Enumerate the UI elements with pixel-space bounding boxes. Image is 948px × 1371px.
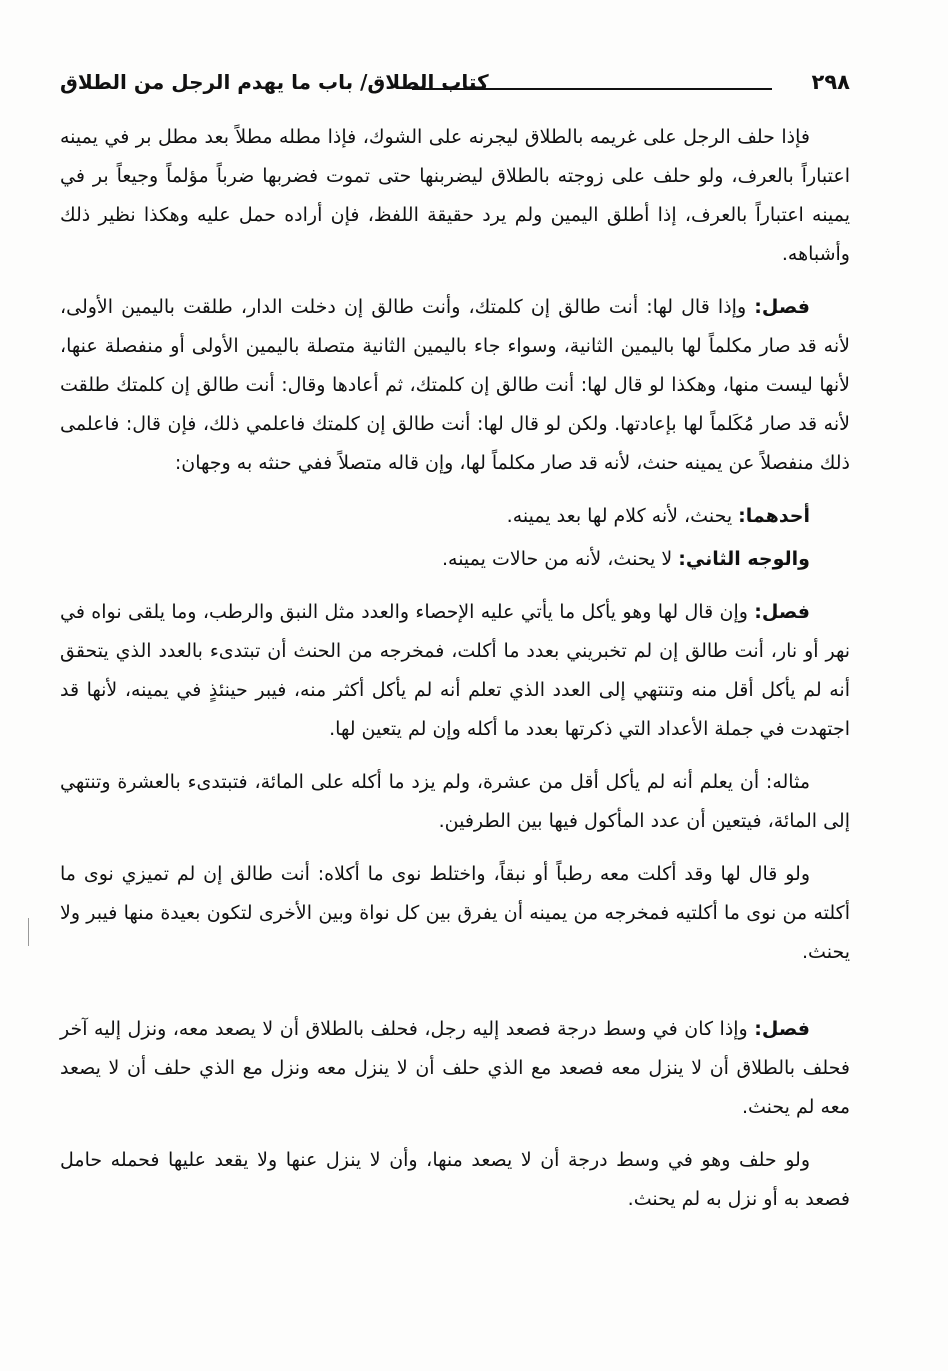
sub-item-lead: أحدهما: bbox=[738, 505, 810, 527]
section-gap bbox=[60, 986, 850, 1010]
sub-item bbox=[60, 497, 850, 536]
sub-item bbox=[60, 540, 850, 579]
margin-mark bbox=[28, 918, 29, 946]
sub-item-lead: والوجه الثاني: bbox=[678, 548, 810, 570]
paragraph-text: ولو قال لها وقد أكلت معه رطباً أو نبقاً، واختلط نوى ما أكلاه: أنت طالق إن لم تميزي نوى ما أكلته من نوى ما أكلتيه فمخرجه من يمينه أن يفرق بين كل نواة وبين الأخرى لتكون بعيدة منها فيبر ولا يحنث. bbox=[60, 863, 850, 963]
paragraph bbox=[60, 855, 850, 972]
paragraph-text: فإذا حلف الرجل على غريمه بالطلاق ليجرنه على الشوك، فإذا مطله مطلاً بعد مطل بر في يمينه اعتباراً بالعرف، ولو حلف على زوجته بالطلاق ليضربنها حتى تموت فضربها ضرباً مؤلماً وجيعاً بر في يمينه اعتباراً بالعرف، إذا أطلق اليمين ولم يرد حقيقة اللفظ، فإن أراده حمل عليه وهكذا نظير ذلك وأشباهه. bbox=[60, 126, 850, 265]
paragraph bbox=[60, 1010, 850, 1127]
paragraph-lead: فصل: bbox=[754, 296, 810, 318]
sub-item-text: لا يحنث، لأنه من حالات يمينه. bbox=[441, 548, 679, 570]
paragraph bbox=[60, 118, 850, 274]
paragraph-text: وإذا كان في وسط درجة فصعد إليه رجل، فحلف بالطلاق أن لا يصعد معه، ونزل إليه آخر فحلف بالطلاق أن لا ينزل معه فصعد مع الذي حلف أن لا ينزل معه ونزل مع الذي حلف أن لا يصعد معه لم يحنث. bbox=[60, 1018, 850, 1118]
paragraph-lead: فصل: bbox=[754, 601, 810, 623]
page-number: ٢٩٨ bbox=[811, 70, 850, 94]
paragraph-text: وإن قال لها وهو يأكل ما يأتي عليه الإحصاء والعدد مثل النبق والرطب، وما يلقى نواه في نهر أو نار، أنت طالق إن لم تخبريني بعدد ما أكلت، فمخرجه من الحنث أن تبتدىء بالعدد الذي يتحقق أنه لم يأكل أقل منه وتنتهي إلى العدد الذي تعلم أنه لم يأكل أكثر منه، فيبر حينئذٍ في يمينه، لأنها قد اجتهدت في جملة الأعداد التي ذكرتها بعدد ما أكله وإن لم يتعين لها. bbox=[60, 601, 850, 740]
sub-item-text: يحنث، لأنه كلام لها بعد يمينه. bbox=[506, 505, 739, 527]
body-text bbox=[60, 118, 850, 1233]
paragraph bbox=[60, 763, 850, 841]
paragraph bbox=[60, 1141, 850, 1219]
paragraph-text: مثاله: أن يعلم أنه لم يأكل أقل من عشرة، ولم يزد ما أكله على المائة، فتبتدىء بالعشرة وتنتهي إلى المائة، فيتعين أن عدد المأكول فيها بين الطرفين. bbox=[60, 771, 850, 832]
paragraph-lead: فصل: bbox=[754, 1018, 810, 1040]
page-header bbox=[60, 66, 850, 106]
paragraph bbox=[60, 593, 850, 749]
paragraph-text: وإذا قال لها: أنت طالق إن كلمتك، وأنت طالق إن دخلت الدار، طلقت باليمين الأولى، لأنه قد صار مكلماً لها باليمين الثانية، وسواء جاء باليمين الثانية متصلة باليمين الأولى أو منفصلة عنها، لأنها ليست منها، وهكذا لو قال لها: أنت طالق إن كلمتك، ثم أعادها وقال: أنت طالق إن كلمتك طلقت لأنه قد صار مُكَلماً لها بإعادتها. ولكن لو قال لها: أنت طالق إن كلمتك فاعلمي ذلك، فإن قال: فاعلمى ذلك منفصلاً عن يمينه حنث، لأنه قد صار مكلماً لها، وإن قاله متصلاً ففي حنثه به وجهان: bbox=[60, 296, 850, 474]
paragraph bbox=[60, 288, 850, 483]
running-title: كتاب الطلاق/ باب ما يهدم الرجل من الطلاق bbox=[60, 70, 489, 94]
paragraph-text: ولو حلف وهو في وسط درجة أن لا يصعد منها، وأن لا ينزل عنها ولا يقعد عليها فحمله حامل فصعد به أو نزل به لم يحنث. bbox=[60, 1149, 850, 1210]
